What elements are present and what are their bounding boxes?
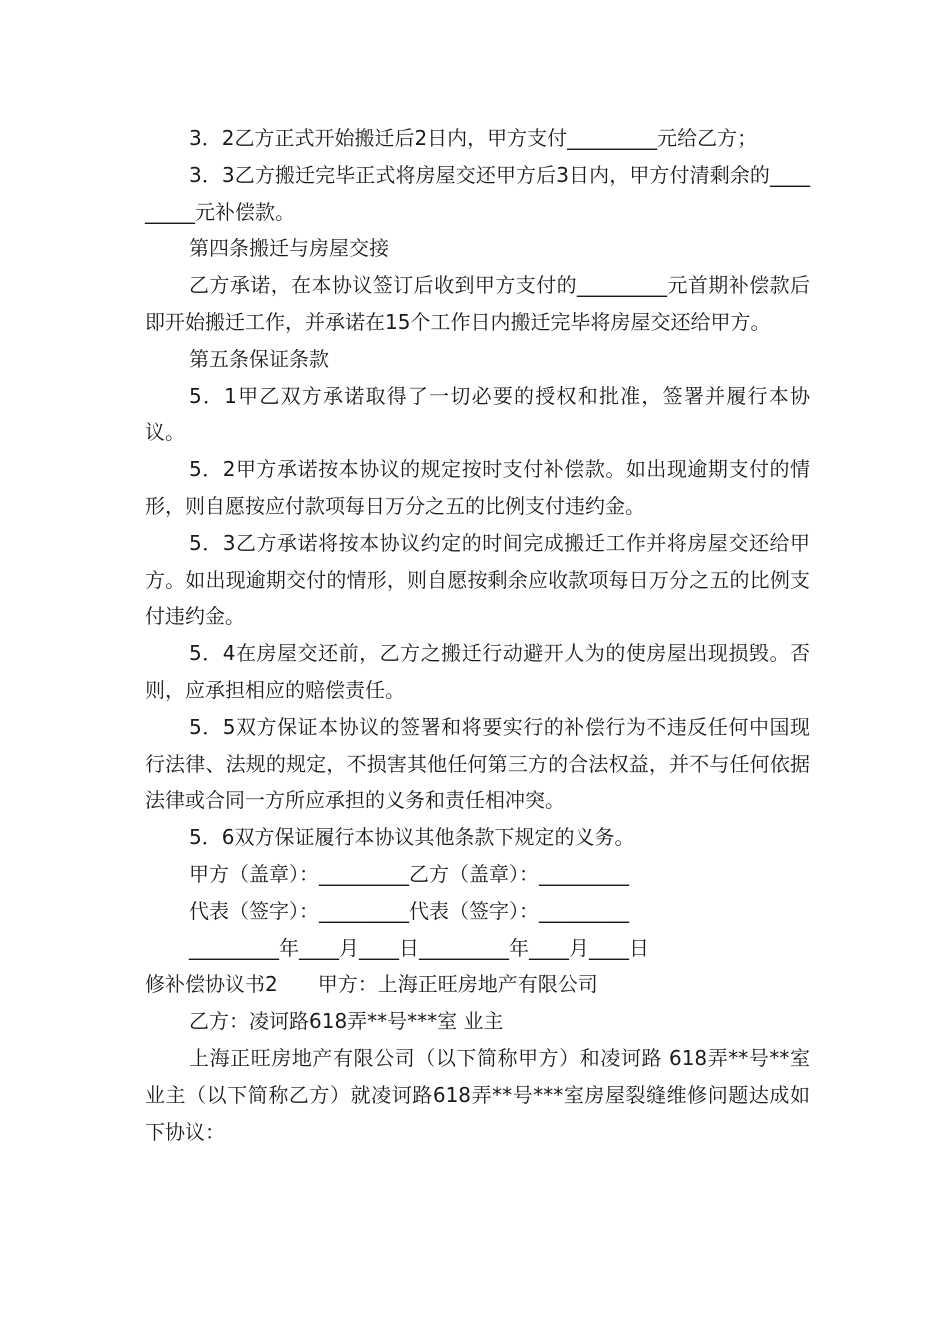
clause-5-6: 5．6双方保证履行本协议其他条款下规定的义务。 xyxy=(189,825,635,850)
article-5-heading: 第五条保证条款 xyxy=(189,346,329,371)
article-4-heading: 第四条搬迁与房屋交接 xyxy=(189,236,389,261)
article-4-text: 乙方承诺，在本协议签订后收到甲方支付的_________元首期补偿款后即开始搬迁工作，并承诺在15个工作日内搬迁完毕将房屋交还给甲方。 xyxy=(145,273,810,334)
document-body xyxy=(145,120,810,1150)
clause-5-5: 5．5双方保证本协议的签署和将要实行的补偿行为不违反任何中国现行法律、法规的规定，不损害其他任何第三方的合法权益，并不与任何依据法律或合同一方所应承担的义务和责任相冲突。 xyxy=(145,714,810,813)
clause-5-1: 5．1甲乙双方承诺取得了一切必要的授权和批准，签署并履行本协议。 xyxy=(145,383,810,445)
party-b-line: 乙方：凌诃路618弄**号***室 业主 xyxy=(189,1009,504,1034)
clause-5-3: 5．3乙方承诺将按本协议约定的时间完成搬迁工作并将房屋交还给甲方。如出现逾期交付的情形，则自愿按剩余应收款项每日万分之五的比例支付违约金。 xyxy=(145,530,810,629)
clause-5-4: 5．4在房屋交还前，乙方之搬迁行动避开人为的使房屋出现损毁。否则，应承担相应的赔偿责任。 xyxy=(145,641,810,702)
second-agreement-title: 修补偿协议书2 甲方：上海正旺房地产有限公司 xyxy=(145,972,598,997)
seal-line: 甲方（盖章）：_________乙方（盖章）：_________ xyxy=(189,861,629,886)
signature-line: 代表（签字）：_________代表（签字）：_________ xyxy=(189,898,629,923)
date-line: _________年____月____日_________年____月____日 xyxy=(189,935,649,960)
clause-5-2: 5．2甲方承诺按本协议的规定按时支付补偿款。如出现逾期支付的情形，则自愿按应付款项每日万分之五的比例支付违约金。 xyxy=(145,457,810,518)
clause-3-2: 3．2乙方正式开始搬迁后2日内，甲方支付_________元给乙方； xyxy=(189,126,758,150)
agreement-intro: 上海正旺房地产有限公司（以下简称甲方）和凌诃路 618弄**号**室 业主（以下简称乙方）就凌诃路618弄**号***室房屋裂缝维修问题达成如下协议： xyxy=(145,1045,810,1144)
clause-3-3: 3．3乙方搬迁完毕正式将房屋交还甲方后3日内，甲方付清剩余的_________元补偿款。 xyxy=(145,162,810,224)
